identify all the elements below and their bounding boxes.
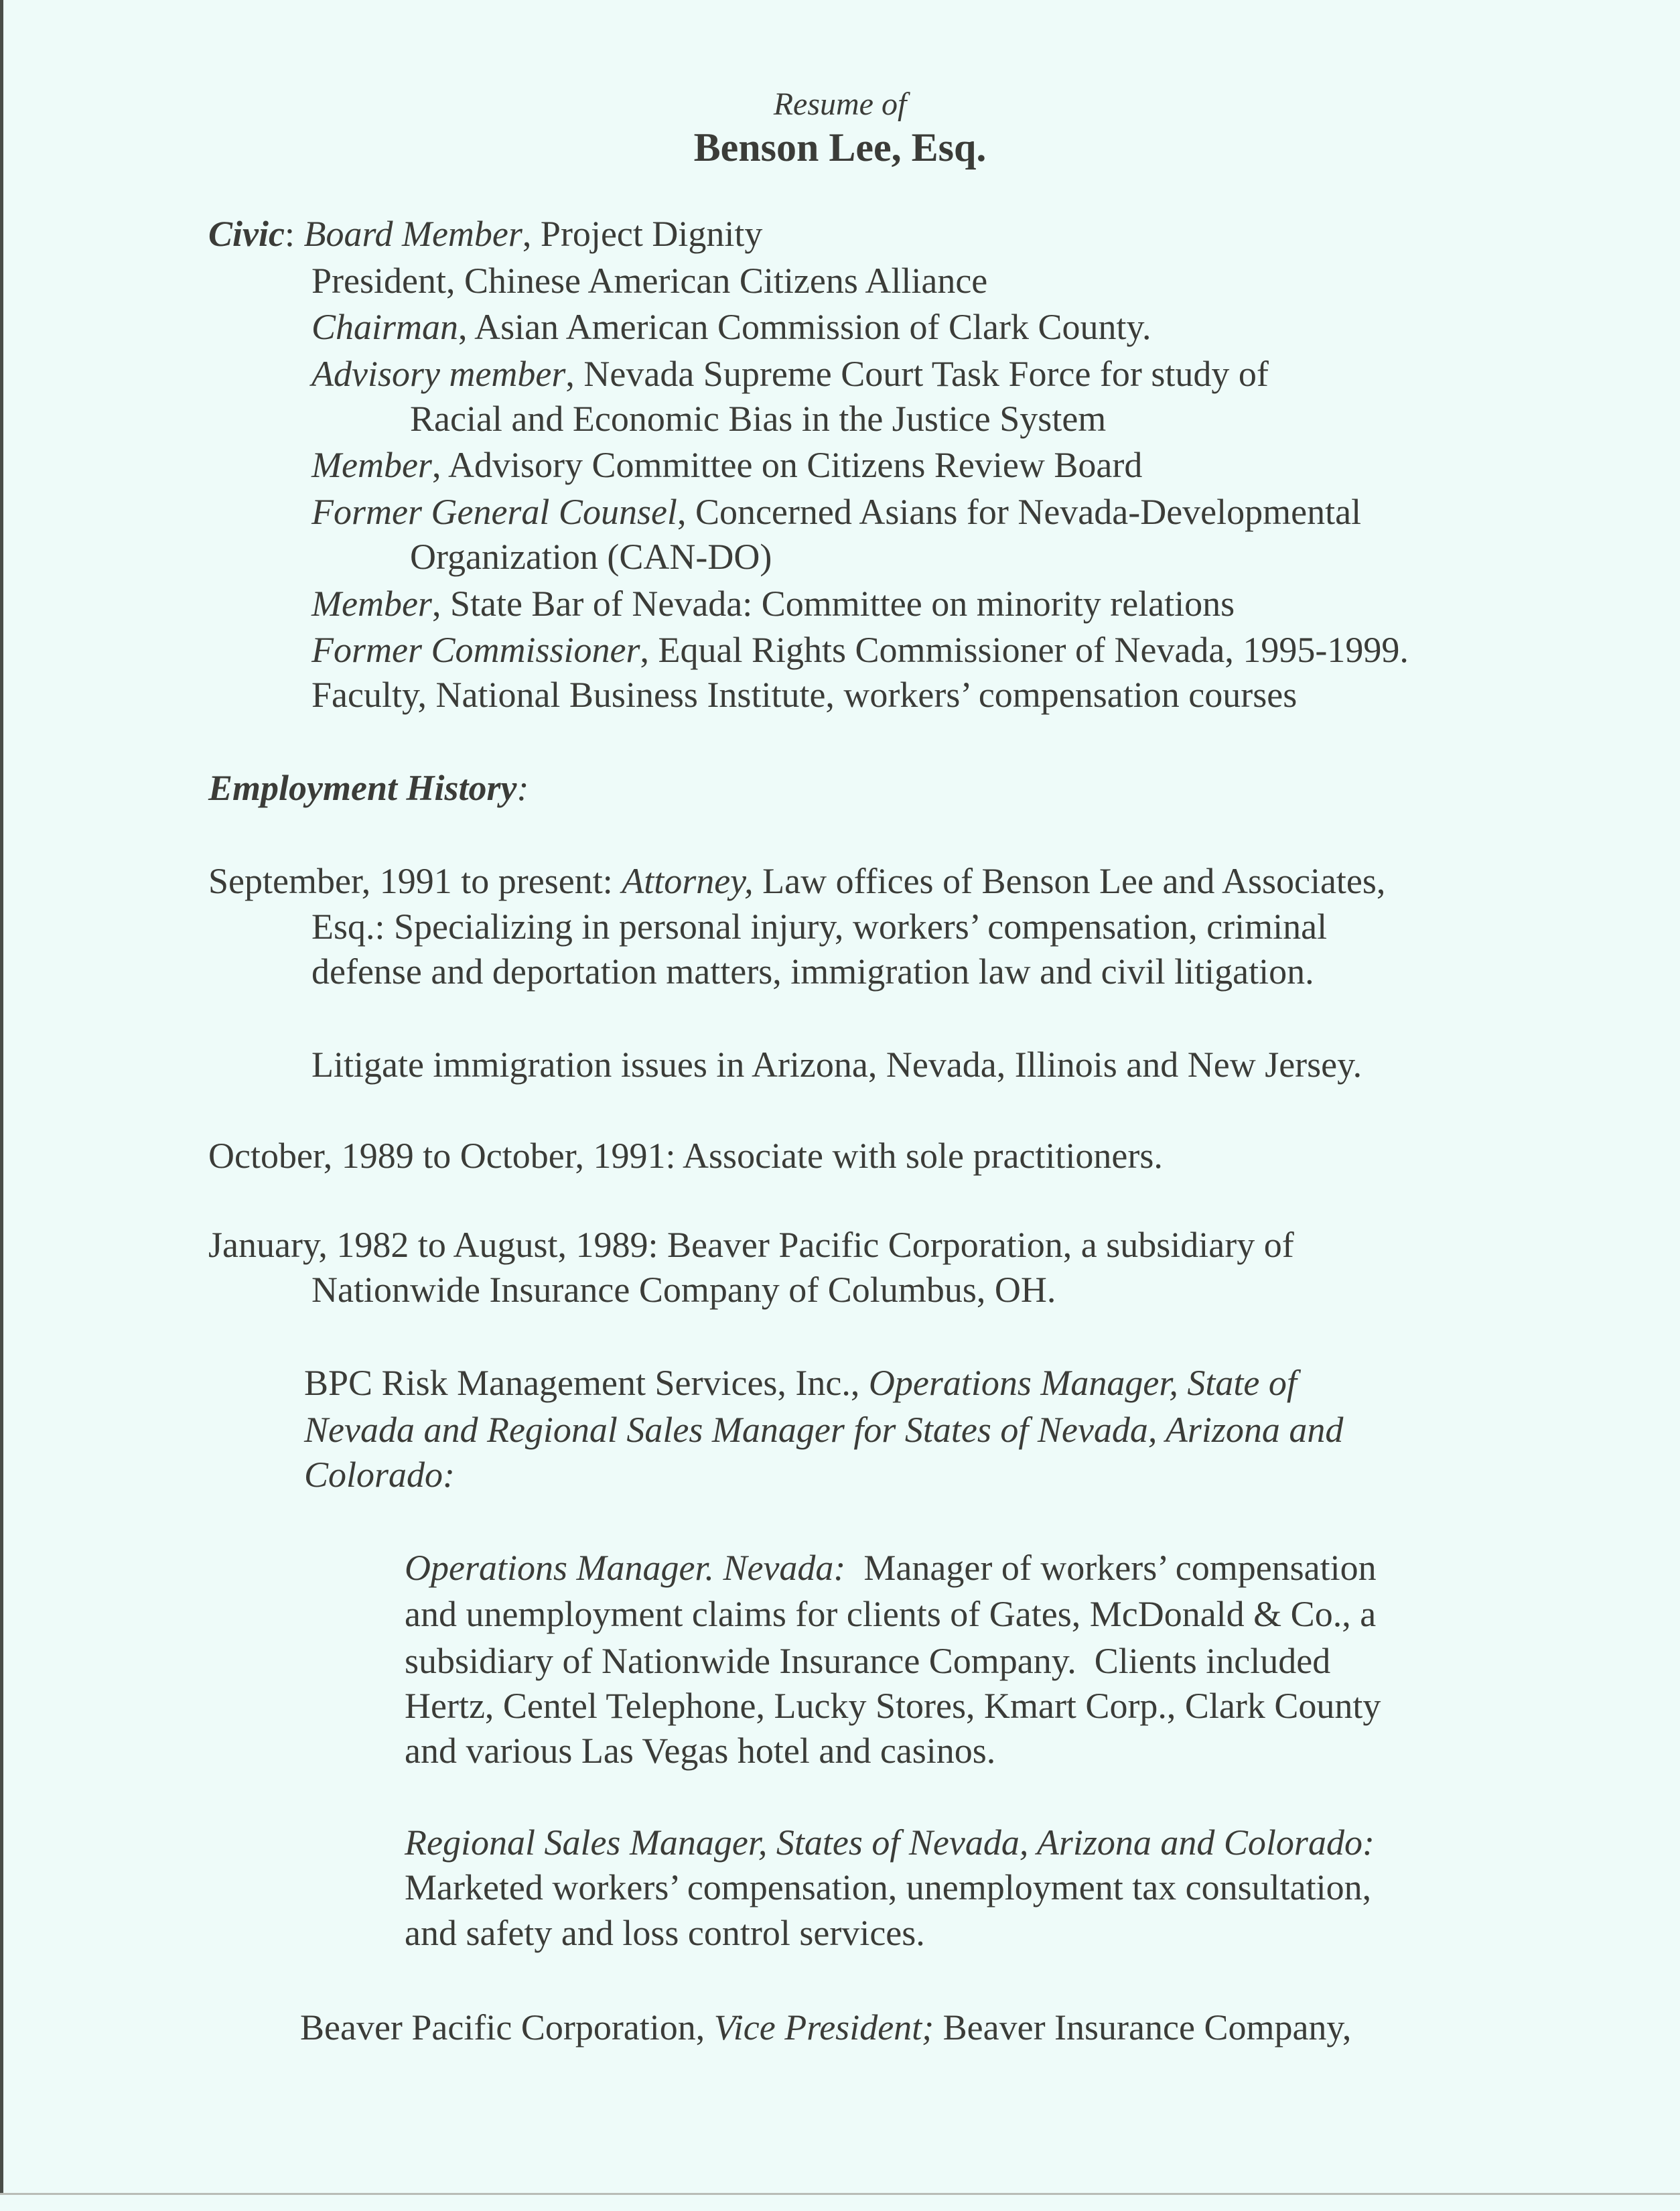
entry-role: Operations Manager, State of (868, 1363, 1297, 1403)
civic-item-member-review-board: Member, Advisory Committee on Citizens Review Board (311, 445, 1143, 485)
civic-item-board-member: Civic: Board Member, Project Dignity (208, 214, 763, 254)
civic-item-state-bar: Member, State Bar of Nevada: Committee on minority relations (311, 584, 1235, 624)
entry-role: Colorado: (304, 1455, 456, 1495)
civic-item-chairman: Chairman, Asian American Commission of Clark County. (311, 307, 1151, 347)
entry-line: defense and deportation matters, immigration law and civil litigation. (311, 951, 1314, 992)
entry-line: October, 1989 to October, 1991: Associate with sole practitioners. (208, 1136, 1163, 1176)
civic-item-general-counsel-cont: Organization (CAN-DO) (410, 537, 772, 577)
civic-role: Member (311, 445, 432, 485)
entry-line: September, 1991 to present: Attorney, Law offices of Benson Lee and Associates, (208, 861, 1386, 901)
entry-line: Marketed workers’ compensation, unemployment tax consultation, (405, 1867, 1372, 1907)
civic-item-general-counsel: Former General Counsel, Concerned Asians for Nevada-Developmental (311, 492, 1362, 532)
entry-role: Operations Manager. Nevada: (405, 1548, 846, 1588)
civic-item-advisory-member-cont: Racial and Economic Bias in the Justice System (410, 399, 1107, 439)
scan-bottom-edge (0, 2193, 1680, 2195)
entry-line: and various Las Vegas hotel and casinos. (405, 1731, 996, 1771)
entry-role: Attorney, (622, 861, 754, 901)
entry-line: January, 1982 to August, 1989: Beaver Pacific Corporation, a subsidiary of (208, 1225, 1294, 1265)
civic-role: Advisory member (311, 354, 566, 394)
entry-role: Vice President; (713, 2007, 934, 2048)
entry-line: Esq.: Specializing in personal injury, workers’ compensation, criminal (311, 907, 1328, 947)
civic-role: Chairman (311, 307, 459, 347)
resume-subtitle: Resume of (773, 86, 907, 122)
entry-line: Nationwide Insurance Company of Columbus, OH. (311, 1270, 1056, 1310)
civic-item-advisory-member: Advisory member, Nevada Supreme Court Task Force for study of (311, 354, 1269, 394)
entry-line: Hertz, Centel Telephone, Lucky Stores, Kmart Corp., Clark County (405, 1686, 1381, 1726)
entry-note: Litigate immigration issues in Arizona, Nevada, Illinois and New Jersey. (311, 1045, 1362, 1085)
employment-heading: Employment History: (208, 768, 529, 808)
civic-item-commissioner: Former Commissioner, Equal Rights Commissioner of Nevada, 1995-1999. (311, 630, 1409, 670)
civic-item-faculty: Faculty, National Business Institute, workers’ compensation courses (311, 675, 1298, 715)
civic-role: Former Commissioner (311, 630, 640, 670)
entry-line: and safety and loss control services. (405, 1913, 925, 1953)
entry-role: Regional Sales Manager, States of Nevada, Arizona and Colorado: (405, 1822, 1375, 1863)
entry-line-vice-president: Beaver Pacific Corporation, Vice President; Beaver Insurance Company, (300, 2007, 1352, 2048)
entry-line: BPC Risk Management Services, Inc., Operations Manager, State of (304, 1363, 1297, 1403)
resume-name: Benson Lee, Esq. (693, 125, 987, 170)
entry-line: subsidiary of Nationwide Insurance Company. Clients included (405, 1641, 1331, 1681)
entry-role: Nevada and Regional Sales Manager for States of Nevada, Arizona and (304, 1410, 1344, 1450)
civic-role: Board Member (303, 214, 522, 254)
entry-line: and unemployment claims for clients of Gates, McDonald & Co., a (405, 1594, 1377, 1634)
civic-role: Former General Counsel (311, 492, 677, 532)
civic-role: Member (311, 584, 432, 624)
scan-left-edge (0, 0, 3, 2195)
civic-heading: Civic (208, 214, 285, 254)
entry-line: Operations Manager. Nevada: Manager of workers’ compensation (405, 1548, 1377, 1588)
civic-item-president: President, Chinese American Citizens Alliance (311, 261, 988, 301)
